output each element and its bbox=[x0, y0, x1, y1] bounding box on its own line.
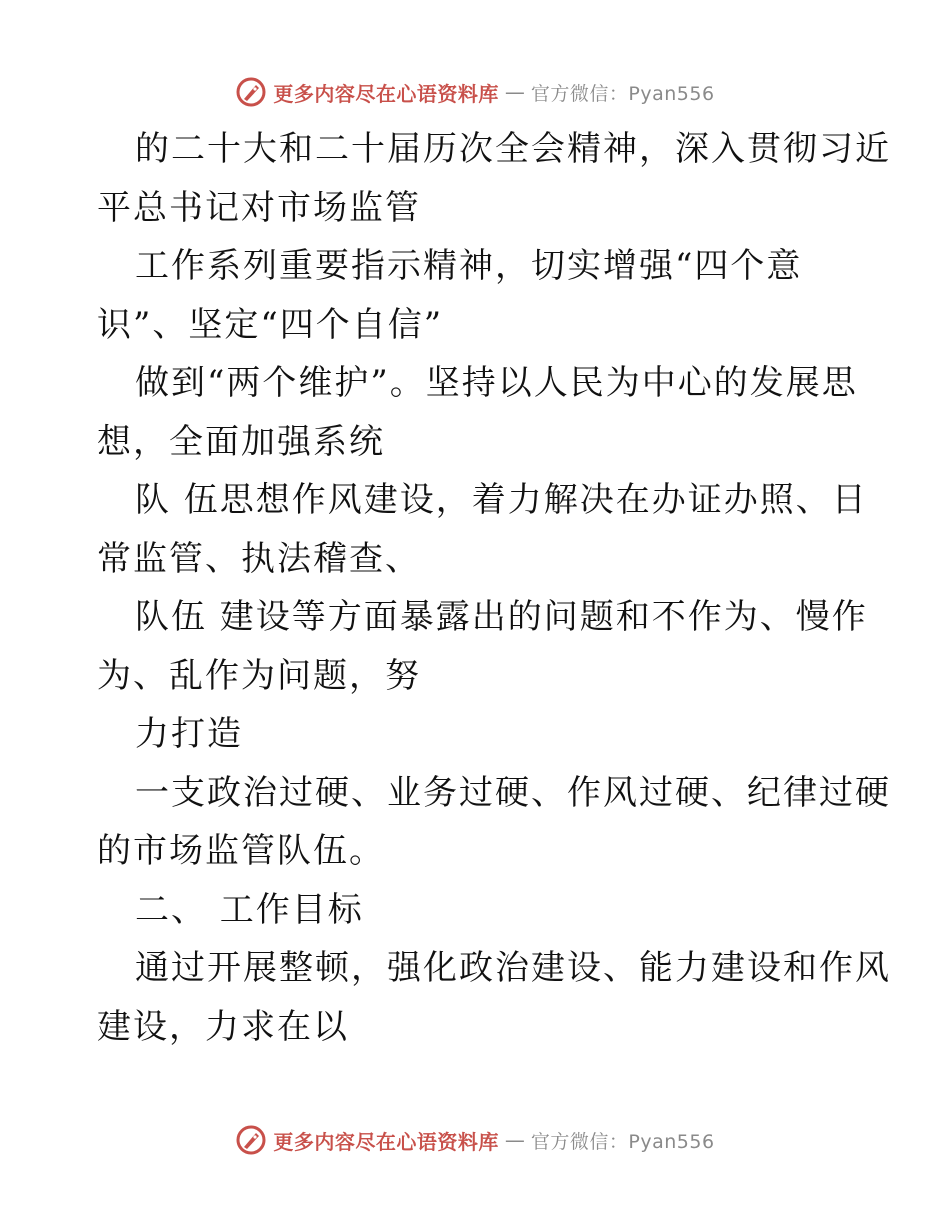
document-body bbox=[97, 120, 891, 1056]
footer-brand-text: 更多内容尽在心语资料库 bbox=[273, 1129, 499, 1154]
footer-banner bbox=[0, 1120, 950, 1160]
body-line-4: 识”、坚定“四个自信” bbox=[97, 304, 444, 345]
body-line-3: 工作系列重要指示精神，切实增强“四个意 bbox=[135, 246, 803, 286]
body-line-8: 常监管、执法稽查、 bbox=[97, 538, 421, 579]
body-line-11: 力打造 bbox=[135, 714, 243, 754]
body-line-5: 做到“两个维护”。坚持以人民为中心的发展思 bbox=[135, 363, 858, 403]
body-line-16: 建设，力求在以 bbox=[97, 1006, 349, 1047]
body-line-1: 的二十大和二十届历次全会精神，深入贯彻习近 bbox=[135, 129, 891, 169]
footer-separator: — bbox=[504, 1128, 525, 1152]
pen-nib-logo-icon bbox=[235, 76, 267, 108]
header-brand-text: 更多内容尽在心语资料库 bbox=[273, 81, 499, 106]
body-line-9: 队伍 建设等方面暴露出的问题和不作为、慢作 bbox=[135, 597, 868, 637]
body-line-6: 想，全面加强系统 bbox=[97, 421, 385, 462]
header-banner bbox=[0, 72, 950, 112]
body-line-7: 队 伍思想作风建设，着力解决在办证办照、日 bbox=[135, 480, 868, 520]
body-line-2: 平总书记对市场监管 bbox=[97, 187, 421, 228]
body-line-10: 为、乱作为问题，努 bbox=[97, 655, 421, 696]
header-separator: — bbox=[504, 80, 525, 104]
pen-nib-logo-icon bbox=[235, 1124, 267, 1156]
body-line-15: 通过开展整顿，强化政治建设、能力建设和作风 bbox=[135, 948, 891, 988]
footer-contact-text: 官方微信：Pyan556 bbox=[530, 1130, 715, 1153]
section-heading-work-goals: 二、 工作目标 bbox=[135, 889, 364, 930]
body-line-13: 的市场监管队伍。 bbox=[97, 831, 385, 871]
body-line-12: 一支政治过硬、业务过硬、作风过硬、纪律过硬 bbox=[135, 772, 891, 813]
header-contact-text: 官方微信：Pyan556 bbox=[530, 82, 715, 105]
